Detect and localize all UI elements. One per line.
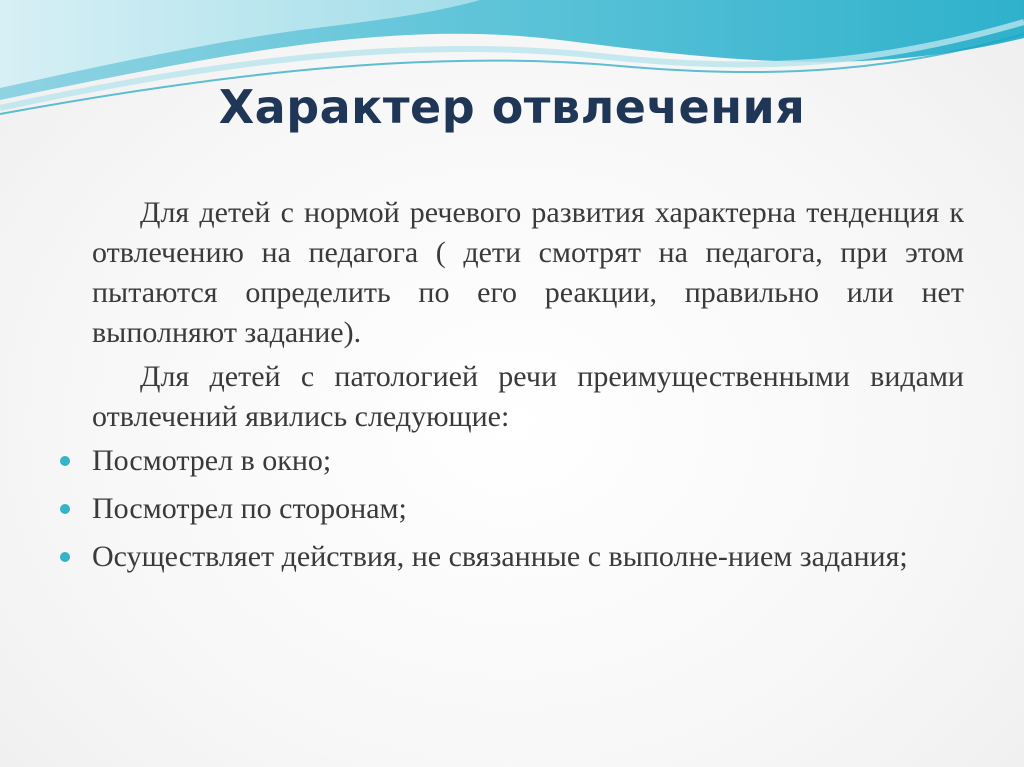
- list-item: [92, 537, 964, 577]
- bullet-dot-icon: [60, 552, 70, 562]
- list-item-text: Осуществляет действия, не связанные с выполне-нием задания;: [92, 540, 908, 573]
- list-item: [92, 441, 964, 481]
- distraction-list: [92, 441, 964, 577]
- slide-body: [92, 193, 964, 585]
- bullet-dot-icon: [60, 456, 70, 466]
- slide-title: Характер отвлечения: [218, 80, 806, 134]
- bullet-dot-icon: [60, 504, 70, 514]
- paragraph-pathology: Для детей с патологией речи преимущественными видами отвлечений явились следующие:: [92, 360, 964, 433]
- paragraph-norm: Для детей с нормой речевого развития характерна тенденция к отвлечению на педагога ( дети смотрят на педагога, при этом пытаются определить по его реакции, правильно или нет выполняют задание).: [92, 196, 964, 349]
- list-item: [92, 489, 964, 529]
- list-item-text: Посмотрел по сторонам;: [92, 492, 407, 525]
- list-item-text: Посмотрел в окно;: [92, 444, 332, 477]
